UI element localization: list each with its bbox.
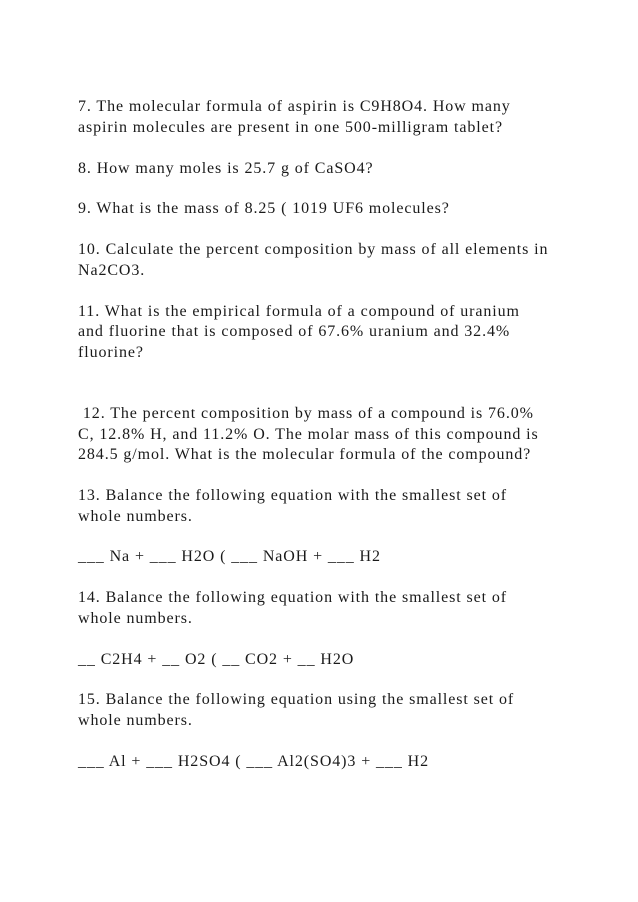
q14-line-2: whole numbers. xyxy=(78,610,193,627)
q12-line-2: C, 12.8% H, and 11.2% O. The molar mass of this compound is xyxy=(78,426,539,443)
q12-line-1: 12. The percent composition by mass of a compound is 76.0% xyxy=(78,405,534,422)
q13-line-1: 13. Balance the following equation with the smallest set of xyxy=(78,487,508,504)
q11-line-3: fluorine? xyxy=(78,344,144,361)
q10-line-1: 10. Calculate the percent composition by mass of all elements in xyxy=(78,241,549,258)
q15-equation: ___ Al + ___ H2SO4 ( ___ Al2(SO4)3 + ___ H2 xyxy=(78,753,429,770)
q9-line: 9. What is the mass of 8.25 ( 1019 UF6 molecules? xyxy=(78,200,450,217)
q13-line-2: whole numbers. xyxy=(78,508,193,525)
q14-equation: __ C2H4 + __ O2 ( __ CO2 + __ H2O xyxy=(78,651,355,668)
q7-line-2: aspirin molecules are present in one 500-milligram tablet? xyxy=(78,119,503,136)
q14-line-1: 14. Balance the following equation with the smallest set of xyxy=(78,589,508,606)
q11-line-1: 11. What is the empirical formula of a compound of uranium xyxy=(78,303,520,320)
q10-line-2: Na2CO3. xyxy=(78,262,146,279)
q15-line-2: whole numbers. xyxy=(78,712,193,729)
q11-line-2: and fluorine that is composed of 67.6% uranium and 32.4% xyxy=(78,323,511,340)
q8-line: 8. How many moles is 25.7 g of CaSO4? xyxy=(78,160,374,177)
q15-line-1: 15. Balance the following equation using the smallest set of xyxy=(78,691,515,708)
q12-line-3: 284.5 g/mol. What is the molecular formula of the compound? xyxy=(78,446,532,463)
q13-equation: ___ Na + ___ H2O ( ___ NaOH + ___ H2 xyxy=(78,548,381,565)
q7-line-1: 7. The molecular formula of aspirin is C9H8O4. How many xyxy=(78,98,511,115)
